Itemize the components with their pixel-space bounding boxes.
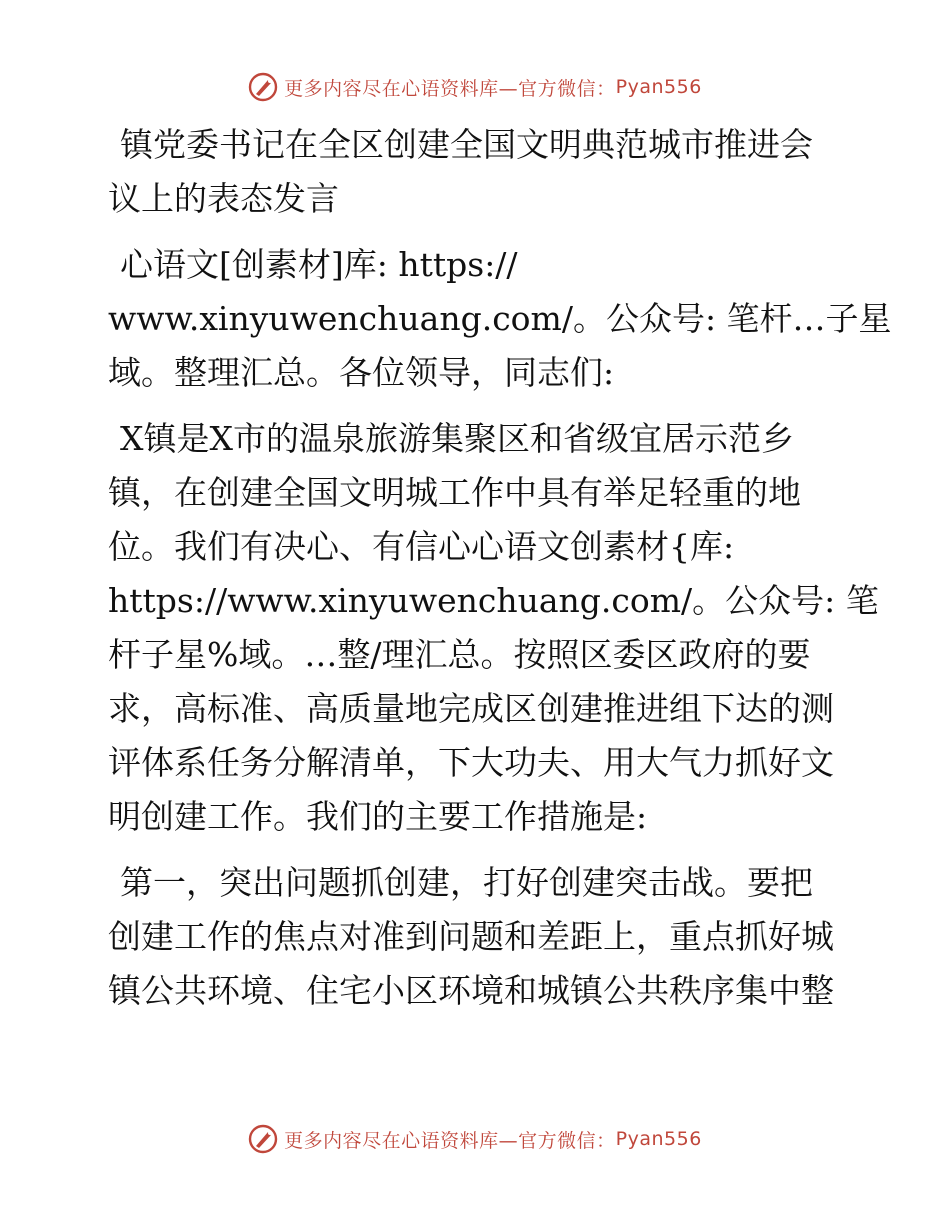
- paragraph-line: 杆子星%域。…整/理汇总。按照区委区政府的要: [108, 635, 811, 674]
- paragraph-line: www.xinyuwenchuang.com/。公众号: 笔杆…子星: [108, 299, 892, 338]
- paragraph: [96, 238, 892, 400]
- document-title: [96, 118, 856, 226]
- banner-wechat-id: Pyan556: [615, 76, 702, 98]
- paragraph-line: 明创建工作。我们的主要工作措施是:: [108, 797, 648, 836]
- paragraph-line: 镇，在创建全国文明城工作中具有举足轻重的地: [108, 473, 801, 512]
- paragraph-line: 位。我们有决心、有信心心语文创素材{库:: [108, 527, 735, 566]
- paragraph-line: 求，高标准、高质量地完成区创建推进组下达的测: [108, 689, 834, 728]
- quill-pen-logo-icon: [248, 1124, 278, 1154]
- paragraph-line: X镇是X市的温泉旅游集聚区和省级宜居示范乡: [120, 419, 794, 458]
- banner-text: 更多内容尽在心语资料库—官方微信：: [284, 1129, 616, 1152]
- paragraph: [96, 412, 879, 844]
- document-body: [96, 118, 892, 1030]
- paragraph-line: 评体系任务分解清单，下大功夫、用大气力抓好文: [108, 743, 834, 782]
- paragraph-line: 域。整理汇总。各位领导，同志们:: [108, 353, 615, 392]
- paragraph: [96, 856, 856, 1018]
- banner-text: 更多内容尽在心语资料库—官方微信：: [284, 77, 616, 100]
- header-banner: [0, 72, 950, 102]
- title-line: 议上的表态发言: [108, 179, 339, 218]
- paragraph-line: 心语文[创素材]库: https://: [120, 245, 518, 284]
- footer-banner: [0, 1124, 950, 1154]
- quill-pen-logo-icon: [248, 72, 278, 102]
- banner-wechat-id: Pyan556: [615, 1128, 702, 1150]
- paragraph-line: 第一，突出问题抓创建，打好创建突击战。要把: [120, 863, 813, 902]
- paragraph-line: 创建工作的焦点对准到问题和差距上，重点抓好城: [108, 917, 834, 956]
- title-line: 镇党委书记在全区创建全国文明典范城市推进会: [120, 125, 813, 164]
- paragraph-line: 镇公共环境、住宅小区环境和城镇公共秩序集中整: [108, 971, 834, 1010]
- paragraph-line: https://www.xinyuwenchuang.com/。公众号: 笔: [108, 581, 879, 620]
